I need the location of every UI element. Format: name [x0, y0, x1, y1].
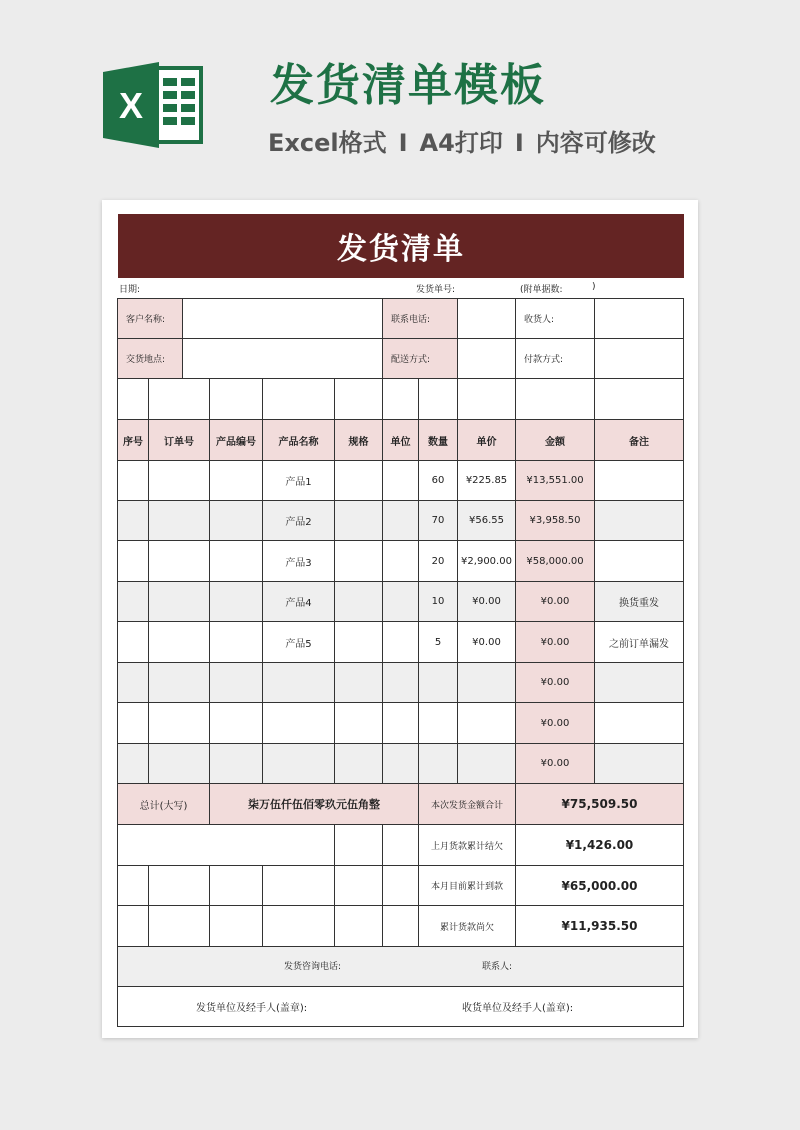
table-cell-note[interactable] — [594, 500, 684, 541]
shipment-total-label: 本次发货金额合计 — [418, 783, 516, 825]
attachment-count-label: (附单据数: — [520, 285, 563, 295]
table-cell-product-name[interactable]: 产品3 — [262, 540, 335, 582]
blank-area — [209, 905, 263, 947]
table-cell-unit[interactable] — [382, 662, 419, 703]
table-cell-index[interactable] — [117, 581, 149, 622]
spacer-cell — [418, 378, 458, 420]
cumulative-owed-label: 累计货款尚欠 — [418, 905, 516, 947]
table-cell-unit-price[interactable] — [457, 743, 516, 784]
column-header-note: 备注 — [594, 419, 684, 461]
table-cell-index[interactable] — [117, 743, 149, 784]
spacer-cell — [117, 378, 149, 420]
table-cell-index[interactable] — [117, 621, 149, 663]
table-cell-note[interactable] — [594, 460, 684, 501]
table-cell-unit-price[interactable]: ¥0.00 — [457, 621, 516, 663]
table-cell-spec[interactable] — [334, 581, 383, 622]
table-cell-order-no[interactable] — [148, 460, 210, 501]
table-cell-unit-price[interactable]: ¥2,900.00 — [457, 540, 516, 582]
document-title: 发货清单 — [118, 214, 684, 278]
table-cell-quantity[interactable]: 5 — [418, 621, 458, 663]
table-cell-amount: ¥0.00 — [515, 662, 595, 703]
table-cell-order-no[interactable] — [148, 702, 210, 744]
column-header-unit: 单位 — [382, 419, 419, 461]
month-received-label: 本月目前累计到款 — [418, 865, 516, 906]
table-cell-product-code[interactable] — [209, 460, 263, 501]
table-cell-note[interactable] — [594, 702, 684, 744]
table-cell-note[interactable] — [594, 743, 684, 784]
table-cell-product-code[interactable] — [209, 662, 263, 703]
table-cell-unit[interactable] — [382, 581, 419, 622]
table-cell-amount: ¥13,551.00 — [515, 460, 595, 501]
table-cell-unit[interactable] — [382, 743, 419, 784]
payment-method-label: 付款方式: — [515, 338, 595, 379]
blank-area — [148, 905, 210, 947]
blank-area — [117, 865, 149, 906]
blank-area — [117, 905, 149, 947]
cumulative-owed-value: ¥11,935.50 — [515, 905, 684, 947]
total-uppercase-value: 柒万伍仟伍佰零玖元伍角整 — [209, 783, 419, 825]
shipping-method-label: 配送方式: — [382, 338, 458, 379]
order-number-label: 发货单号: — [416, 285, 456, 295]
table-cell-quantity[interactable] — [418, 702, 458, 744]
blank-area — [334, 824, 383, 866]
table-cell-note[interactable]: 换货重发 — [594, 581, 684, 622]
column-header-unit-price: 单价 — [457, 419, 516, 461]
blank-area — [262, 905, 335, 947]
table-cell-order-no[interactable] — [148, 743, 210, 784]
table-cell-quantity[interactable] — [418, 662, 458, 703]
table-cell-quantity[interactable]: 20 — [418, 540, 458, 582]
table-cell-amount: ¥0.00 — [515, 743, 595, 784]
phone-label: 联系电话: — [382, 298, 458, 339]
table-cell-note[interactable] — [594, 662, 684, 703]
hotline-label: 发货咨询电话: — [284, 962, 342, 972]
table-cell-spec[interactable] — [334, 500, 383, 541]
blank-area — [382, 865, 419, 906]
column-header-spec: 规格 — [334, 419, 383, 461]
total-uppercase-label: 总计(大写) — [117, 783, 210, 825]
attachment-count-close: ) — [592, 282, 596, 292]
table-cell-product-name[interactable] — [262, 743, 335, 784]
column-header-amount: 金额 — [515, 419, 595, 461]
table-cell-unit[interactable] — [382, 621, 419, 663]
table-cell-order-no[interactable] — [148, 621, 210, 663]
table-cell-spec[interactable] — [334, 743, 383, 784]
column-header-product-name: 产品名称 — [262, 419, 335, 461]
table-cell-unit[interactable] — [382, 540, 419, 582]
logo-letter: X — [118, 85, 144, 126]
table-cell-spec[interactable] — [334, 540, 383, 582]
spacer-cell — [515, 378, 595, 420]
blank-area — [117, 824, 335, 866]
table-cell-product-code[interactable] — [209, 702, 263, 744]
table-cell-quantity[interactable]: 70 — [418, 500, 458, 541]
table-cell-unit-price[interactable]: ¥0.00 — [457, 581, 516, 622]
receiver-field[interactable] — [594, 298, 684, 339]
shipper-signature-label: 发货单位及经手人(盖章): — [196, 1003, 308, 1014]
blank-area — [334, 905, 383, 947]
table-cell-amount: ¥0.00 — [515, 621, 595, 663]
spacer-cell — [262, 378, 335, 420]
spacer-cell — [594, 378, 684, 420]
table-cell-quantity[interactable]: 10 — [418, 581, 458, 622]
table-cell-spec[interactable] — [334, 662, 383, 703]
blank-area — [209, 865, 263, 906]
table-cell-order-no[interactable] — [148, 662, 210, 703]
shipping-method-field[interactable] — [457, 338, 516, 379]
table-cell-spec[interactable] — [334, 621, 383, 663]
customer-name-field[interactable] — [182, 298, 383, 339]
last-month-balance-label: 上月货款累计结欠 — [418, 824, 516, 866]
subtitle-separator: I — [398, 129, 408, 157]
shipment-total-value: ¥75,509.50 — [515, 783, 684, 825]
customer-name-label: 客户名称: — [117, 298, 183, 339]
table-cell-product-name[interactable]: 产品1 — [262, 460, 335, 501]
subtitle-separator: I — [514, 129, 524, 157]
table-cell-order-no[interactable] — [148, 581, 210, 622]
spacer-cell — [209, 378, 263, 420]
last-month-balance-value: ¥1,426.00 — [515, 824, 684, 866]
table-cell-order-no[interactable] — [148, 540, 210, 582]
table-cell-product-name[interactable] — [262, 702, 335, 744]
subtitle-item-print: A4打印 — [419, 129, 503, 157]
table-cell-order-no[interactable] — [148, 500, 210, 541]
column-header-quantity: 数量 — [418, 419, 458, 461]
delivery-address-field[interactable] — [182, 338, 383, 379]
spacer-cell — [457, 378, 516, 420]
table-cell-spec[interactable] — [334, 702, 383, 744]
phone-field[interactable] — [457, 298, 516, 339]
subtitle-item-format: Excel格式 — [268, 129, 387, 157]
table-cell-product-code[interactable] — [209, 500, 263, 541]
table-cell-index[interactable] — [117, 460, 149, 501]
table-cell-quantity[interactable] — [418, 743, 458, 784]
table-cell-product-name[interactable]: 产品5 — [262, 621, 335, 663]
table-cell-unit[interactable] — [382, 702, 419, 744]
table-cell-note[interactable]: 之前订单漏发 — [594, 621, 684, 663]
table-cell-index[interactable] — [117, 702, 149, 744]
table-cell-unit-price[interactable] — [457, 702, 516, 744]
table-cell-amount: ¥58,000.00 — [515, 540, 595, 582]
table-cell-product-code[interactable] — [209, 540, 263, 582]
table-cell-product-name[interactable]: 产品2 — [262, 500, 335, 541]
spacer-cell — [148, 378, 210, 420]
table-cell-product-name[interactable]: 产品4 — [262, 581, 335, 622]
contact-row — [117, 946, 684, 987]
spacer-cell — [382, 378, 419, 420]
spacer-cell — [334, 378, 383, 420]
column-header-order-no: 订单号 — [148, 419, 210, 461]
table-cell-amount: ¥3,958.50 — [515, 500, 595, 541]
column-header-index: 序号 — [117, 419, 149, 461]
table-cell-product-name[interactable] — [262, 662, 335, 703]
table-cell-index[interactable] — [117, 500, 149, 541]
receiver-signature-label: 收货单位及经手人(盖章): — [462, 1003, 574, 1014]
table-cell-unit-price[interactable] — [457, 662, 516, 703]
table-cell-product-code[interactable] — [209, 621, 263, 663]
table-cell-index[interactable] — [117, 540, 149, 582]
table-cell-note[interactable] — [594, 540, 684, 582]
table-cell-amount: ¥0.00 — [515, 581, 595, 622]
blank-area — [382, 905, 419, 947]
delivery-address-label: 交货地点: — [117, 338, 183, 379]
table-cell-unit[interactable] — [382, 500, 419, 541]
date-label: 日期: — [119, 285, 141, 295]
column-header-product-code: 产品编号 — [209, 419, 263, 461]
blank-area — [334, 865, 383, 906]
table-cell-index[interactable] — [117, 662, 149, 703]
payment-method-field[interactable] — [594, 338, 684, 379]
table-cell-spec[interactable] — [334, 460, 383, 501]
subtitle-item-editable: 内容可修改 — [535, 129, 656, 157]
table-cell-product-code[interactable] — [209, 743, 263, 784]
table-cell-unit-price[interactable]: ¥56.55 — [457, 500, 516, 541]
contact-person-label: 联系人: — [482, 962, 513, 972]
table-cell-amount: ¥0.00 — [515, 702, 595, 744]
blank-area — [262, 865, 335, 906]
table-cell-unit[interactable] — [382, 460, 419, 501]
receiver-label: 收货人: — [515, 298, 595, 339]
month-received-value: ¥65,000.00 — [515, 865, 684, 906]
table-cell-unit-price[interactable]: ¥225.85 — [457, 460, 516, 501]
table-cell-quantity[interactable]: 60 — [418, 460, 458, 501]
page-title: 发货清单模板 — [270, 60, 546, 111]
table-cell-product-code[interactable] — [209, 581, 263, 622]
blank-area — [382, 824, 419, 866]
blank-area — [148, 865, 210, 906]
